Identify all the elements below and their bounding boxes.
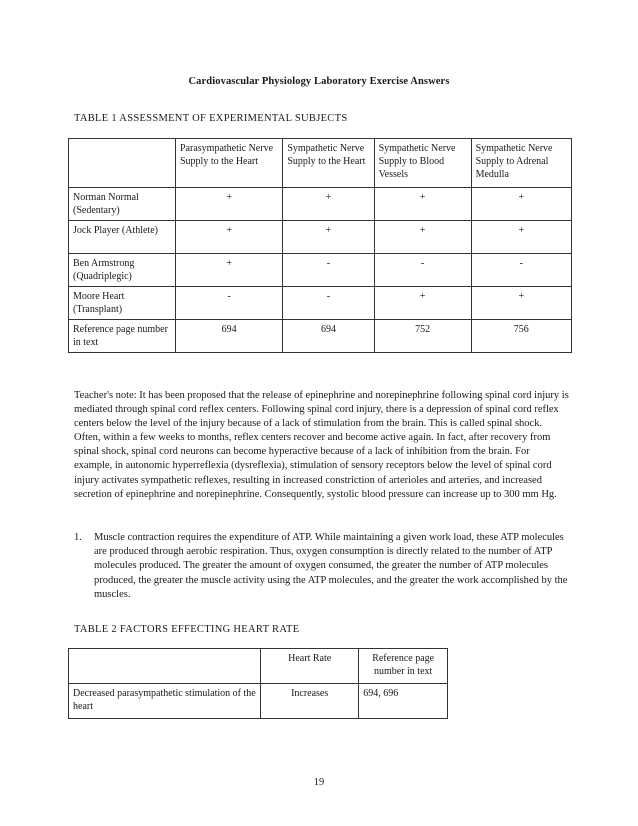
table1-header-cell: Sympathetic Nerve Supply to Blood Vessels	[374, 139, 471, 188]
table-cell: +	[176, 254, 283, 287]
table1-header-cell: Sympathetic Nerve Supply to the Heart	[283, 139, 374, 188]
table1-header-cell: Parasympathetic Nerve Supply to the Heart	[176, 139, 283, 188]
row-label: Norman Normal (Sedentary)	[69, 188, 176, 221]
table1-header-row	[69, 139, 572, 188]
table-cell: 752	[374, 320, 471, 353]
table-row	[69, 287, 572, 320]
table1-header-cell: Sympathetic Nerve Supply to Adrenal Medulla	[471, 139, 571, 188]
table2-header-cell: Heart Rate	[261, 649, 359, 684]
row-label: Decreased parasympathetic stimulation of the heart	[69, 684, 261, 719]
row-label: Jock Player (Athlete)	[69, 221, 176, 254]
page-number: 19	[313, 777, 325, 788]
table-cell: -	[283, 254, 374, 287]
table-cell: 694	[283, 320, 374, 353]
table-row	[69, 188, 572, 221]
table-cell: 694, 696	[359, 684, 448, 719]
table-cell: -	[176, 287, 283, 320]
row-label: Moore Heart (Transplant)	[69, 287, 176, 320]
table-cell: +	[471, 221, 571, 254]
table-cell: -	[283, 287, 374, 320]
table-cell: +	[374, 287, 471, 320]
table1-experimental-subjects	[68, 138, 572, 353]
table-cell: Increases	[261, 684, 359, 719]
row-label: Ben Armstrong (Quadriplegic)	[69, 254, 176, 287]
row-label: Reference page number in text	[69, 320, 176, 353]
table-cell: +	[283, 221, 374, 254]
table-cell: -	[374, 254, 471, 287]
table-cell: +	[374, 221, 471, 254]
teachers-note: Teacher's note: It has been proposed that the release of epinephrine and norepinephrine following spinal cord injury is mediated through spinal cord reflex centers. Following spinal cord injury, there is a depression of spinal cord reflex centers below the level of the injury because of a lack of stimulation from the brain. This is called spinal shock. Often, within a few weeks to months, reflex centers recover and become active again. In fact, after recovery from spinal shock, spinal cord neurons can become hyperactive because of a lack of inhibition from the brain. For example, in autonomic hyperreflexia (dysreflexia), stimulation of sensory receptors below the level of spinal cord injury activates sympathetic reflexes, resulting in increased constriction of arterioles and arteries, and increased secretion of epinephrine and norepinephrine. Consequently, systolic blood pressure can increase up to 300 mm Hg.	[74, 390, 569, 500]
list-item-text: Muscle contraction requires the expenditure of ATP. While maintaining a given work load, these ATP molecules are produced through aerobic respiration. Thus, oxygen consumption is directly related to the number of ATP molecules produced. The greater the amount of oxygen consumed, the greater the number of ATP molecules produced, the greater the muscle activity using the ATP molecules, and the greater the work accomplished by the muscles.	[94, 532, 568, 600]
table-row	[69, 684, 448, 719]
table-row	[69, 221, 572, 254]
table1-header-empty	[69, 139, 176, 188]
page-title: Cardiovascular Physiology Laboratory Exercise Answers	[188, 76, 450, 87]
table-cell: 694	[176, 320, 283, 353]
table2-caption: TABLE 2 FACTORS EFFECTING HEART RATE	[74, 624, 300, 635]
table2-heart-rate-factors	[68, 648, 448, 719]
table-row	[69, 320, 572, 353]
table-cell: +	[374, 188, 471, 221]
table-cell: +	[283, 188, 374, 221]
table-cell: 756	[471, 320, 571, 353]
table-cell: +	[176, 188, 283, 221]
table-cell: +	[176, 221, 283, 254]
table-cell: +	[471, 287, 571, 320]
table2-header-empty	[69, 649, 261, 684]
list-item-number: 1.	[74, 532, 82, 543]
table-row	[69, 254, 572, 287]
table-cell: -	[471, 254, 571, 287]
table1-caption: TABLE 1 ASSESSMENT OF EXPERIMENTAL SUBJECTS	[74, 113, 348, 124]
table2-header-row	[69, 649, 448, 684]
table2-header-cell: Reference page number in text	[359, 649, 448, 684]
table-cell: +	[471, 188, 571, 221]
